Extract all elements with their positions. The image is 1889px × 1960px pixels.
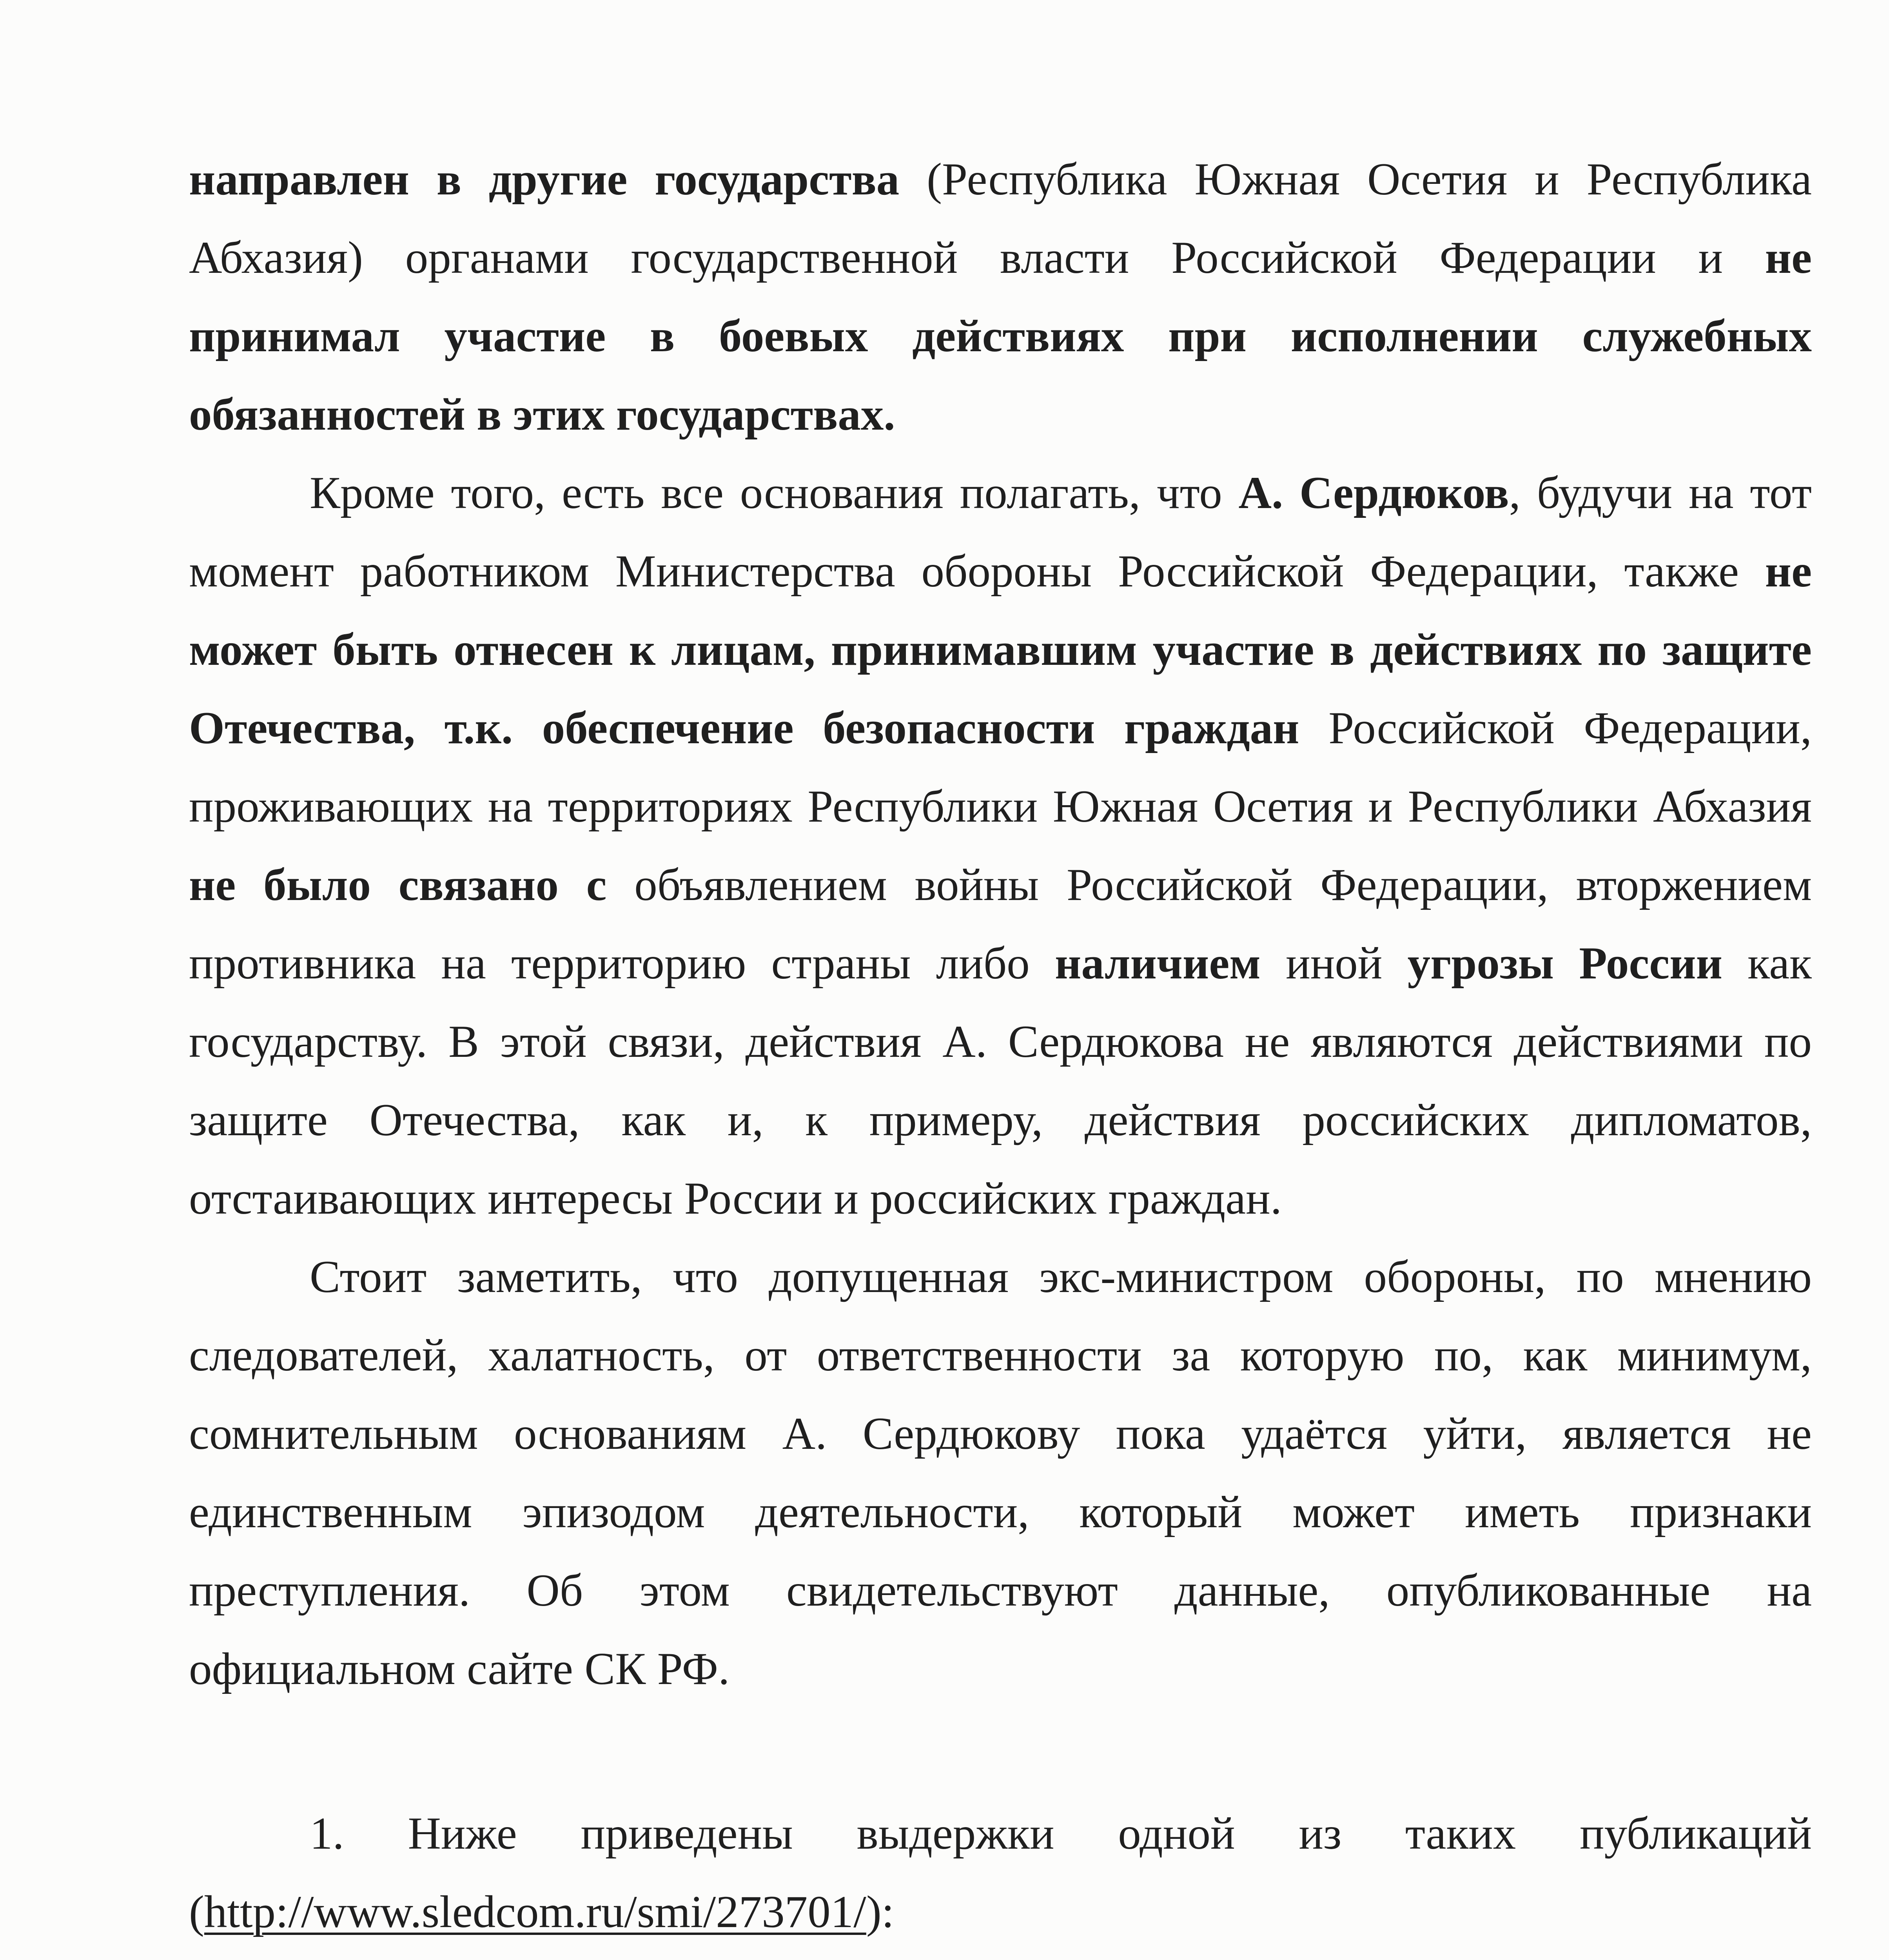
text-run: Отечества, т.к. обеспечение безопасности граждан bbox=[189, 703, 1299, 753]
source-link[interactable]: http://www.sledcom.ru/smi/273701/ bbox=[204, 1887, 866, 1937]
text-line bbox=[189, 1171, 1812, 1226]
text-run: преступления. Об этом свидетельствуют данные, опубликованные на bbox=[189, 1565, 1812, 1616]
text-run: защите Отечества, как и, к примеру, действия российских дипломатов, bbox=[189, 1095, 1812, 1145]
text-run: государству. В этой связи, действия А. Сердюкова не являются действиями по bbox=[189, 1016, 1812, 1067]
text-run: Абхазия) органами государственной власти Российской Федерации и bbox=[189, 232, 1765, 283]
text-run: единственным эпизодом деятельности, который может иметь признаки bbox=[189, 1487, 1812, 1537]
text-run: Кроме того, есть все основания полагать, что bbox=[310, 468, 1239, 518]
text-line bbox=[189, 309, 1812, 364]
text-run: противника на территорию страны либо bbox=[189, 938, 1055, 989]
text-run: (Республика Южная Осетия и Республика bbox=[899, 154, 1812, 205]
text-run: , будучи на тот bbox=[1509, 468, 1812, 518]
text-line bbox=[189, 858, 1812, 913]
text-line bbox=[310, 1250, 1812, 1305]
text-run: принимал участие в боевых действиях при исполнении служебных bbox=[189, 311, 1812, 361]
text-run: проживающих на территориях Республики Южная Осетия и Республики Абхазия bbox=[189, 781, 1812, 832]
text-run: не bbox=[1765, 546, 1812, 597]
text-line bbox=[189, 1406, 1812, 1461]
text-run: официальном сайте СК РФ. bbox=[189, 1644, 730, 1694]
list-item-text: Ниже приведены выдержки одной из таких публикаций bbox=[408, 1808, 1812, 1859]
text-run: обязанностей в этих государствах. bbox=[189, 389, 895, 440]
text-run: А. Сердюков bbox=[1238, 468, 1509, 518]
text-line bbox=[189, 779, 1812, 834]
text-line bbox=[189, 1642, 1812, 1697]
text-line bbox=[189, 387, 1812, 442]
text-run: не было связано с bbox=[189, 860, 607, 910]
text-run: объявлением войны Российской Федерации, вторжением bbox=[606, 860, 1812, 910]
text-line bbox=[189, 544, 1812, 599]
open-paren: ( bbox=[189, 1887, 204, 1937]
text-line bbox=[310, 466, 1812, 521]
text-run: может быть отнесен к лицам, принимавшим участие в действиях по защите bbox=[189, 624, 1812, 675]
text-run: момент работником Министерства обороны Российской Федерации, также bbox=[189, 546, 1765, 597]
text-run: следователей, халатность, от ответственности за которую по, как минимум, bbox=[189, 1330, 1812, 1381]
list-number: 1. bbox=[310, 1808, 344, 1859]
text-run: наличием bbox=[1054, 938, 1261, 989]
text-line bbox=[189, 936, 1812, 991]
text-run: иной bbox=[1260, 938, 1408, 989]
text-run: угрозы России bbox=[1407, 938, 1722, 989]
text-run: сомнительным основаниям А. Сердюкову пока удаётся уйти, является не bbox=[189, 1408, 1812, 1459]
text-line bbox=[189, 230, 1812, 285]
text-line bbox=[189, 701, 1812, 756]
text-run: отстаивающих интересы России и российских граждан. bbox=[189, 1173, 1282, 1224]
close-paren: ): bbox=[866, 1887, 895, 1937]
text-line bbox=[189, 1014, 1812, 1069]
text-run: Стоит заметить, что допущенная экс-министром обороны, по мнению bbox=[310, 1252, 1812, 1302]
text-line bbox=[189, 1093, 1812, 1148]
text-run: Российской Федерации, bbox=[1299, 703, 1812, 753]
text-line bbox=[189, 622, 1812, 677]
text-line bbox=[189, 1563, 1812, 1618]
text-line bbox=[310, 1806, 1812, 1861]
text-run: направлен в другие государства bbox=[189, 154, 900, 205]
text-line bbox=[189, 1485, 1812, 1540]
text-run: не bbox=[1765, 232, 1812, 283]
text-line bbox=[189, 1328, 1812, 1383]
text-run: как bbox=[1722, 938, 1812, 989]
text-line bbox=[189, 152, 1812, 207]
text-line bbox=[189, 1885, 1812, 1940]
